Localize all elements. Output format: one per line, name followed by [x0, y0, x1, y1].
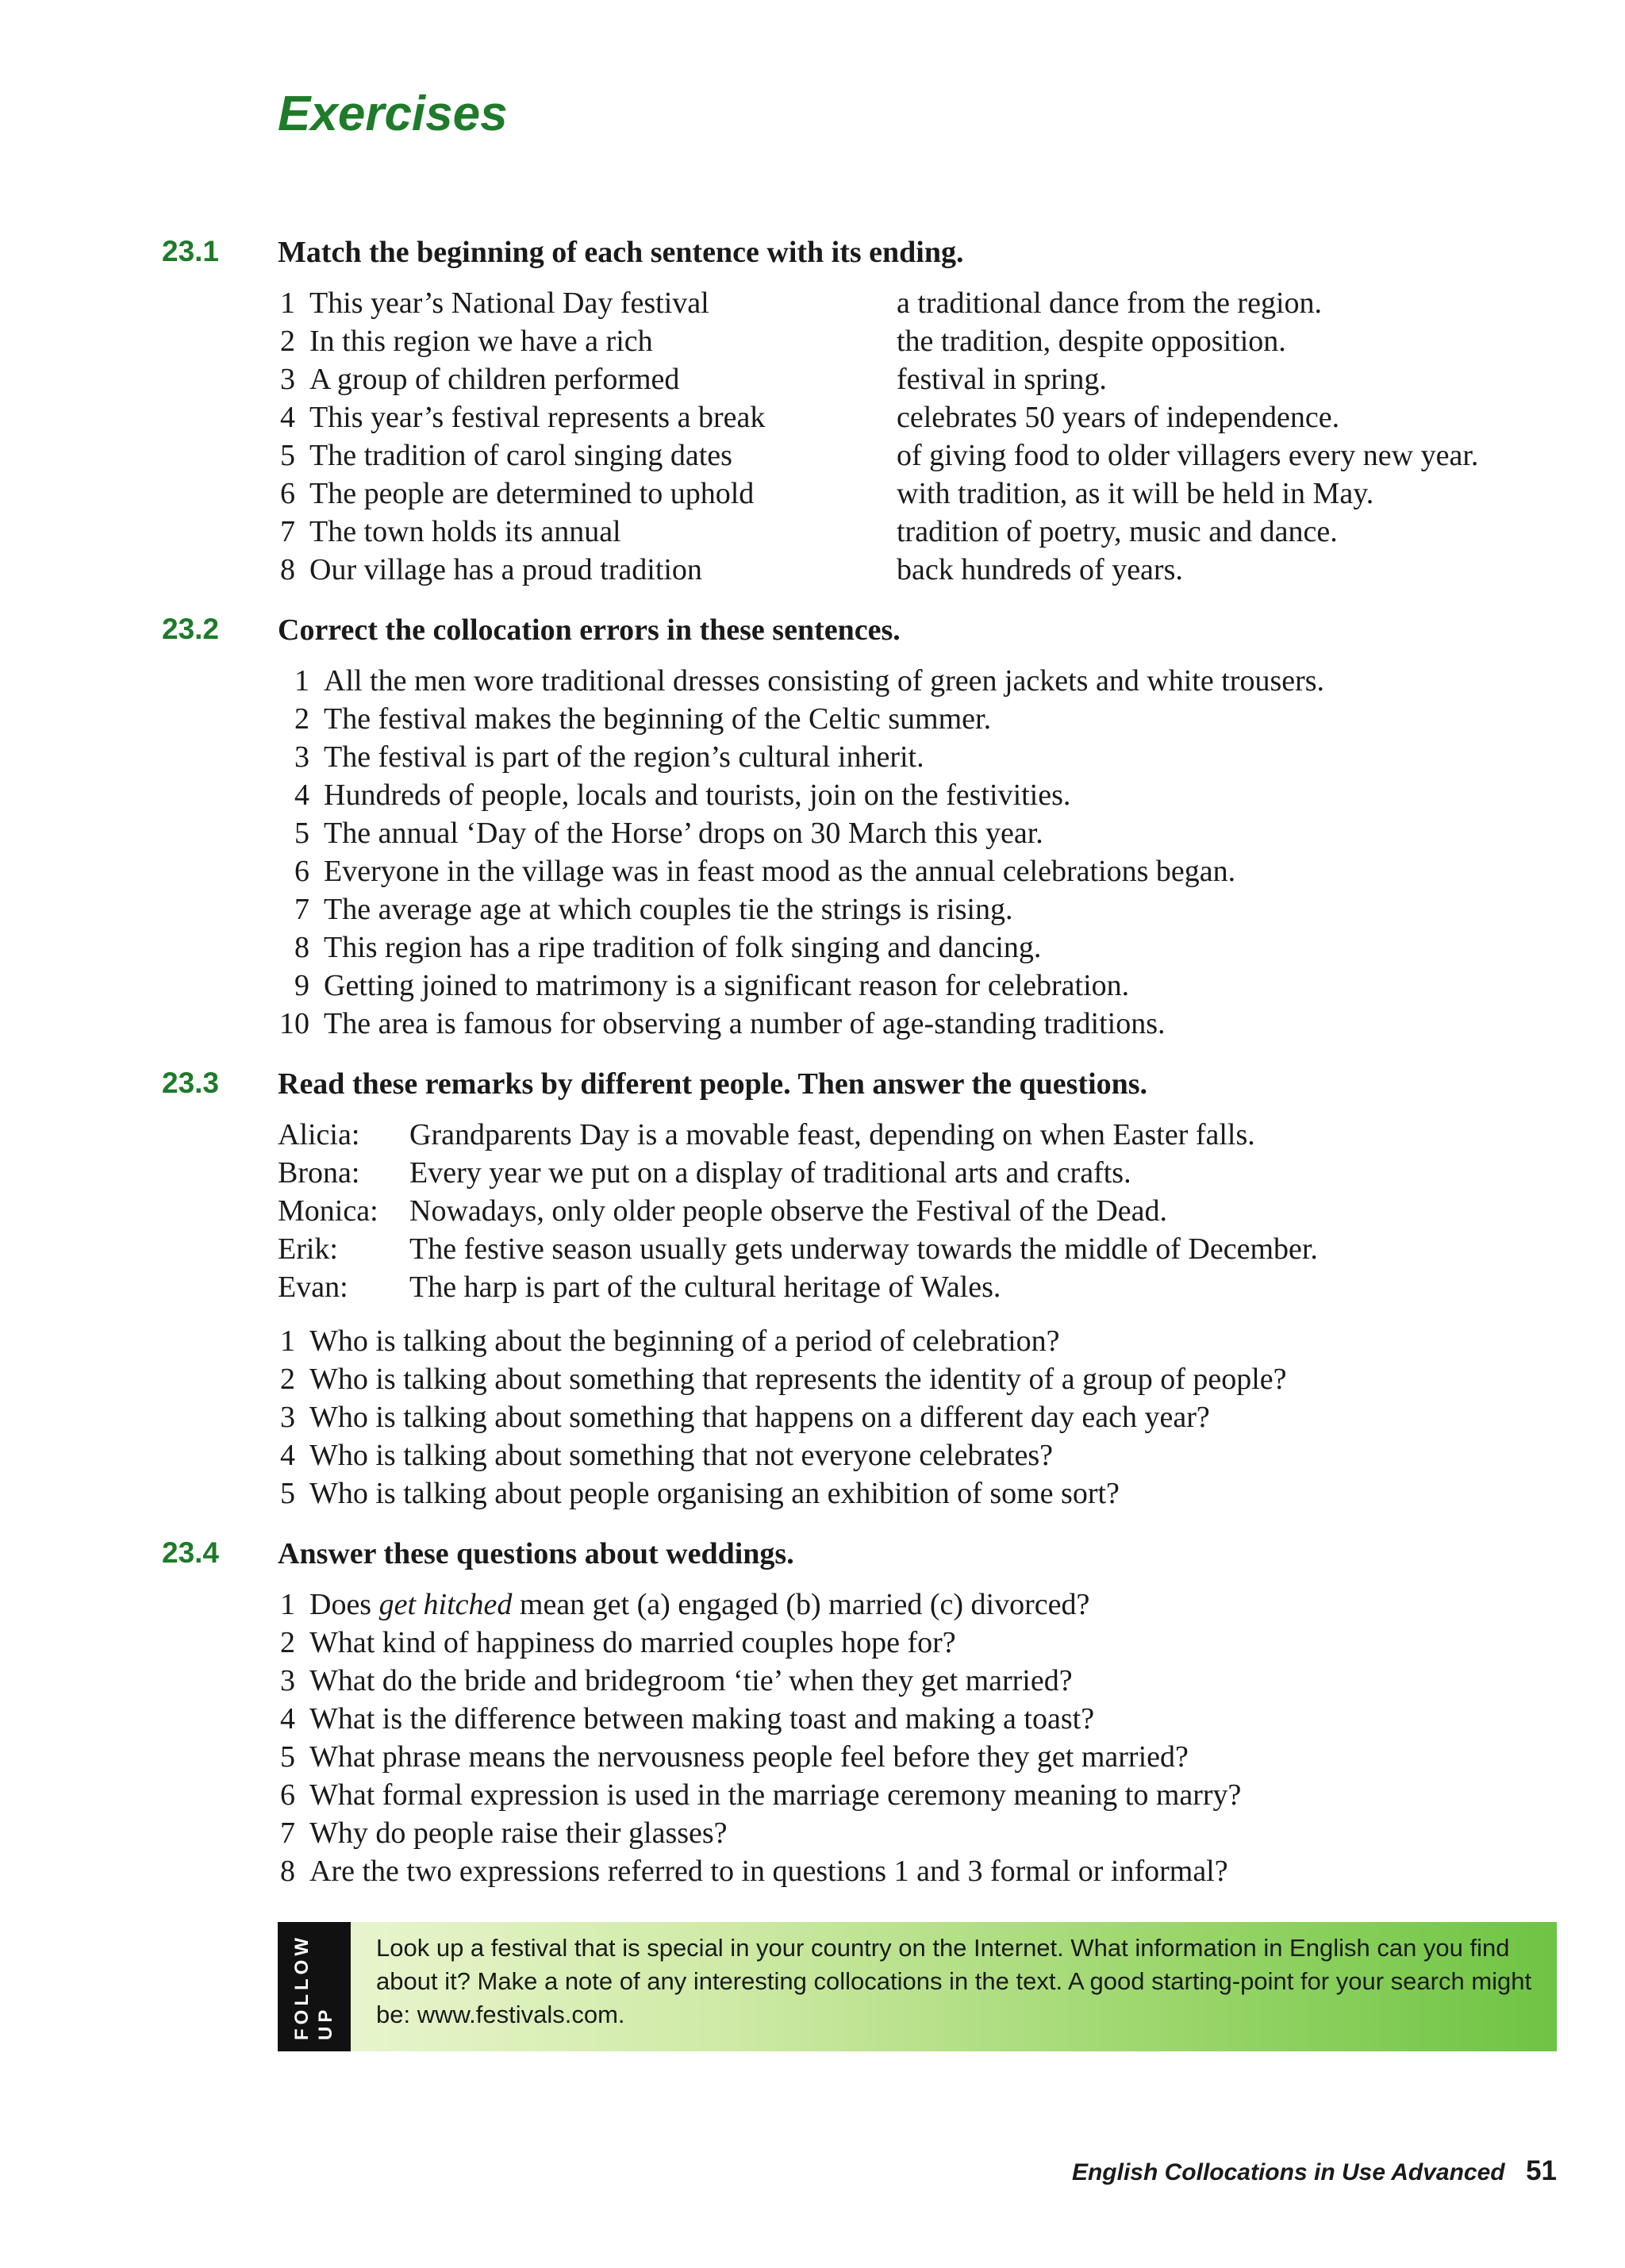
- match-beginning-5: [278, 436, 732, 475]
- speaker-name: Erik:: [278, 1232, 338, 1266]
- item-number: 8: [280, 1855, 295, 1888]
- item-number: 6: [280, 1778, 295, 1812]
- remark-brona: [278, 1154, 1131, 1192]
- page-title: Exercises: [278, 86, 508, 141]
- correction-item-8: [278, 928, 1041, 967]
- item-number: 6: [280, 477, 295, 510]
- item-number: 1: [280, 1588, 295, 1621]
- correction-item-7: [278, 890, 1012, 928]
- wedding-question-text-end: mean get (a) engaged (b) married (c) divorced?: [512, 1588, 1090, 1621]
- exercise-instruction-23-1: Match the beginning of each sentence with its ending.: [278, 236, 964, 269]
- remark-text: The festive season usually gets underway towards the middle of December.: [409, 1232, 1318, 1266]
- exercise-instruction-23-3: Read these remarks by different people. Then answer the questions.: [278, 1067, 1148, 1101]
- wedding-question-4: [278, 1700, 1094, 1738]
- question-item-3: [278, 1398, 1210, 1436]
- item-number: 6: [294, 855, 309, 888]
- match-ending-6: with tradition, as it will be held in May.: [897, 477, 1374, 510]
- match-ending-4: celebrates 50 years of independence.: [897, 401, 1340, 434]
- item-number: 5: [280, 1477, 295, 1510]
- item-number: 2: [294, 702, 309, 736]
- exercise-instruction-23-4: Answer these questions about weddings.: [278, 1537, 794, 1570]
- speaker-name: Alicia:: [278, 1118, 360, 1151]
- wedding-question-text: What kind of happiness do married couples hope for?: [309, 1626, 956, 1659]
- item-number: 7: [280, 515, 295, 548]
- question-item-4: [278, 1436, 1053, 1474]
- match-ending-1: a traditional dance from the region.: [897, 286, 1323, 320]
- speaker-name: Monica:: [278, 1194, 378, 1228]
- correction-item-9: [278, 967, 1129, 1005]
- item-number: 9: [294, 969, 309, 1002]
- wedding-question-text: What formal expression is used in the marriage ceremony meaning to marry?: [309, 1778, 1242, 1812]
- remark-evan: [278, 1268, 1001, 1306]
- correction-item-4: [278, 776, 1070, 814]
- speaker-name: Brona:: [278, 1156, 360, 1190]
- item-number: 3: [280, 1401, 295, 1434]
- item-number: 1: [280, 286, 295, 320]
- correction-text: The average age at which couples tie the strings is rising.: [324, 893, 1013, 926]
- item-number: 5: [280, 439, 295, 472]
- match-beginning-7: [278, 513, 621, 551]
- wedding-question-text: What is the difference between making toast and making a toast?: [309, 1702, 1095, 1736]
- page-number: 51: [1526, 2155, 1557, 2186]
- follow-up-tab: [278, 1922, 351, 2051]
- remark-monica: [278, 1192, 1167, 1230]
- wedding-question-8: [278, 1852, 1228, 1890]
- match-ending-8: back hundreds of years.: [897, 553, 1183, 586]
- follow-up-text: Look up a festival that is special in your country on the Internet. What information in English can you find about it? Make a note of any interesting collocations in the text. A good starting-point for your search might be: www.festivals.com.: [376, 1934, 1532, 2028]
- correction-text: Hundreds of people, locals and tourists, join on the festivities.: [324, 778, 1071, 812]
- question-text: Who is talking about people organising an exhibition of some sort?: [309, 1477, 1120, 1510]
- remark-text: Grandparents Day is a movable feast, depending on when Easter falls.: [409, 1118, 1255, 1151]
- remark-text: Every year we put on a display of traditional arts and crafts.: [409, 1156, 1131, 1190]
- question-item-2: [278, 1360, 1287, 1398]
- match-beginning-1: [278, 284, 709, 322]
- item-number: 2: [280, 1626, 295, 1659]
- item-number: 1: [294, 664, 309, 698]
- wedding-question-text: Are the two expressions referred to in questions 1 and 3 formal or informal?: [309, 1855, 1228, 1888]
- item-number: 1: [280, 1324, 295, 1358]
- question-text: Who is talking about something that not everyone celebrates?: [309, 1439, 1054, 1472]
- match-beginning-text: A group of children performed: [309, 363, 680, 396]
- wedding-question-1: [278, 1586, 1089, 1624]
- item-number: 4: [280, 401, 295, 434]
- correction-text: The festival makes the beginning of the Celtic summer.: [324, 702, 992, 736]
- item-number: 8: [280, 553, 295, 586]
- wedding-question-3: [278, 1662, 1073, 1700]
- correction-item-1: [278, 662, 1324, 700]
- correction-text: All the men wore traditional dresses consisting of green jackets and white trousers.: [324, 664, 1325, 698]
- match-beginning-text: The town holds its annual: [309, 515, 621, 548]
- match-beginning-text: In this region we have a rich: [309, 325, 653, 358]
- item-number: 7: [294, 893, 309, 926]
- item-number: 3: [294, 740, 309, 774]
- question-text: Who is talking about something that represents the identity of a group of people?: [309, 1363, 1287, 1396]
- match-ending-7: tradition of poetry, music and dance.: [897, 515, 1338, 548]
- wedding-question-text: What phrase means the nervousness people feel before they get married?: [309, 1740, 1189, 1774]
- correction-item-6: [278, 852, 1235, 890]
- question-text: Who is talking about something that happens on a different day each year?: [309, 1401, 1210, 1434]
- remark-text: The harp is part of the cultural heritage of Wales.: [409, 1270, 1001, 1304]
- exercise-number-23-1: 23.1: [162, 235, 220, 267]
- wedding-question-text: Why do people raise their glasses?: [309, 1816, 728, 1850]
- footer-book-title: English Collocations in Use Advanced: [1071, 2159, 1505, 2185]
- item-number: 7: [280, 1816, 295, 1850]
- match-ending-3: festival in spring.: [897, 363, 1107, 396]
- follow-up-label-line-1: FOLLOW: [291, 1934, 313, 2040]
- wedding-question-italic-phrase: get hitched: [378, 1588, 513, 1621]
- remark-erik: [278, 1230, 1318, 1268]
- speaker-name: Evan:: [278, 1270, 348, 1304]
- match-beginning-text: This year’s festival represents a break: [309, 401, 766, 434]
- wedding-question-text-start: Does: [309, 1588, 379, 1621]
- correction-item-5: [278, 814, 1043, 852]
- item-number: 10: [279, 1007, 309, 1040]
- page-footer: [1072, 2155, 1557, 2187]
- correction-text: The annual ‘Day of the Horse’ drops on 30 March this year.: [324, 817, 1043, 850]
- correction-item-3: [278, 738, 924, 776]
- wedding-question-7: [278, 1814, 728, 1852]
- wedding-question-5: [278, 1738, 1189, 1776]
- match-beginning-4: [278, 398, 765, 436]
- item-number: 2: [280, 325, 295, 358]
- item-number: 5: [280, 1740, 295, 1774]
- correction-item-10: [278, 1005, 1166, 1043]
- wedding-question-text: What do the bride and bridegroom ‘tie’ when they get married?: [309, 1664, 1073, 1697]
- follow-up-label: [290, 1934, 338, 2040]
- exercise-number-23-2: 23.2: [162, 613, 220, 645]
- item-number: 8: [294, 931, 309, 964]
- question-text: Who is talking about the beginning of a period of celebration?: [309, 1324, 1060, 1358]
- correction-text: Everyone in the village was in feast mood as the annual celebrations began.: [324, 855, 1236, 888]
- correction-text: The area is famous for observing a number of age-standing traditions.: [324, 1007, 1166, 1040]
- exercise-number-23-3: 23.3: [162, 1067, 220, 1099]
- match-beginning-text: The people are determined to uphold: [309, 477, 755, 510]
- correction-text: The festival is part of the region’s cultural inherit.: [324, 740, 924, 774]
- item-number: 5: [294, 817, 309, 850]
- question-item-5: [278, 1474, 1120, 1513]
- match-ending-5: of giving food to older villagers every new year.: [897, 439, 1479, 472]
- match-beginning-2: [278, 322, 653, 360]
- follow-up-label-line-2: UP: [315, 2005, 336, 2040]
- item-number: 4: [294, 778, 309, 812]
- follow-up-box: [278, 1922, 1557, 2051]
- remark-text: Nowadays, only older people observe the Festival of the Dead.: [409, 1194, 1168, 1228]
- item-number: 3: [280, 363, 295, 396]
- question-item-1: [278, 1322, 1060, 1360]
- match-ending-2: the tradition, despite opposition.: [897, 325, 1286, 358]
- match-beginning-3: [278, 360, 679, 398]
- match-beginning-6: [278, 475, 754, 513]
- item-number: 2: [280, 1363, 295, 1396]
- item-number: 3: [280, 1664, 295, 1697]
- exercise-instruction-23-2: Correct the collocation errors in these sentences.: [278, 613, 901, 647]
- item-number: 4: [280, 1702, 295, 1736]
- match-beginning-text: The tradition of carol singing dates: [309, 439, 732, 472]
- correction-text: Getting joined to matrimony is a significant reason for celebration.: [324, 969, 1130, 1002]
- match-beginning-text: This year’s National Day festival: [309, 286, 709, 320]
- wedding-question-2: [278, 1624, 956, 1662]
- wedding-question-6: [278, 1776, 1241, 1814]
- exercise-number-23-4: 23.4: [162, 1536, 220, 1569]
- match-beginning-text: Our village has a proud tradition: [309, 553, 702, 586]
- remark-alicia: [278, 1116, 1255, 1154]
- correction-item-2: [278, 700, 991, 738]
- match-beginning-8: [278, 551, 702, 589]
- item-number: 4: [280, 1439, 295, 1472]
- correction-text: This region has a ripe tradition of folk singing and dancing.: [324, 931, 1042, 964]
